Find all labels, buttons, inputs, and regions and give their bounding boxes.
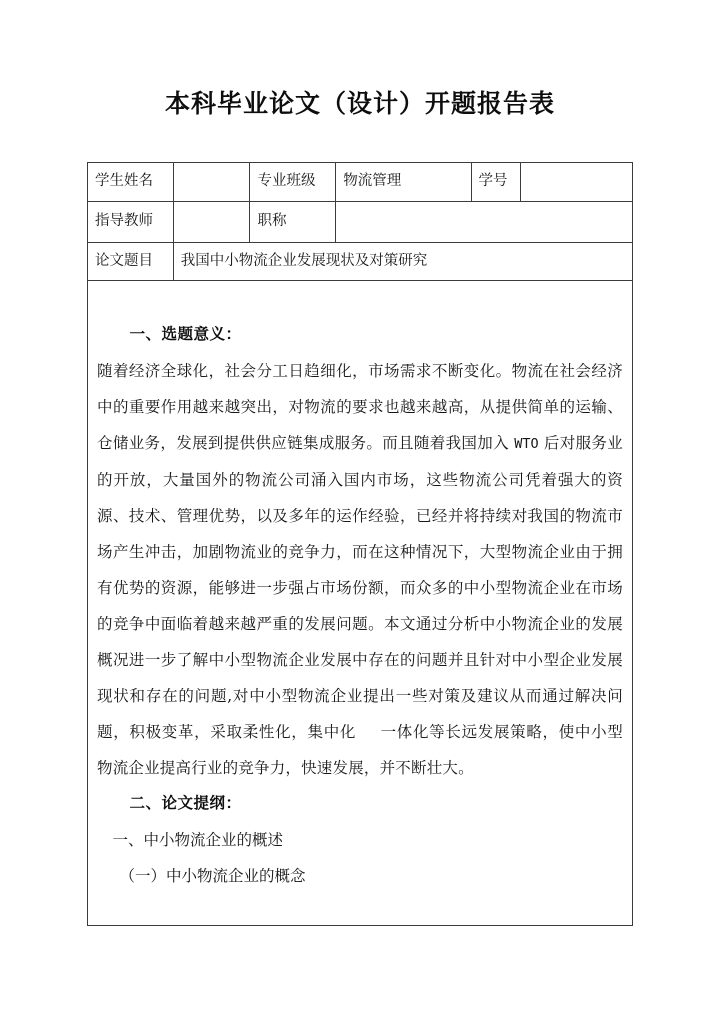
label-advisor: 指导教师: [88, 202, 174, 243]
page-title: 本科毕业论文（设计）开题报告表: [164, 90, 555, 118]
value-major-class[interactable]: 物流管理: [336, 163, 471, 202]
proposal-body: [88, 309, 632, 898]
section-heading-significance: 一、选题意义：: [129, 325, 242, 343]
value-advisor[interactable]: [173, 202, 250, 243]
value-student-name[interactable]: [173, 163, 250, 202]
value-thesis-topic[interactable]: 我国中小物流企业发展现状及对策研究: [173, 243, 632, 281]
proposal-body-cell: [88, 281, 633, 926]
table-row: [88, 163, 633, 202]
label-thesis-topic: 论文题目: [88, 243, 174, 281]
significance-text-latin: WTO: [514, 435, 539, 452]
significance-text-part2: 后对服务业的开放，大量国外的物流公司涌入国内市场，这些物流公司凭着强大的资源、技术、管理优势，以及多年的运作经验，已经并将持续对我国的物流市场产生冲击，加剧物流业的竞争力，而在这种情况下，大型物流企业由于拥有优势的资源，能够进一步强占市场份额，而众多的中小型物流企业在市场的竞争中面临着越来越严重的发展问题。本文通过分析中小物流企业的发展概况进一步了解中小型物流企业发展中存在的问题并且针对中小型企业发展现状和存在的问题,对中小型物流企业提出一些对策及建议从而通过解决问题，积极变革，采取柔性化，集中化: [97, 433, 623, 741]
label-academic-rank: 职称: [250, 202, 336, 243]
outline-item-level1: 一、中小物流企业的概述: [112, 830, 284, 849]
significance-text-part1: 随着经济全球化，社会分工日趋细化，市场需求不断变化。物流在社会经济中的重要作用越来越突出，对物流的要求也越来越高，从提供简单的运输、仓储业务，发展到提供供应链集成服务。而且随着我国加入: [97, 361, 623, 452]
significance-paragraph: [97, 353, 623, 786]
label-student-name: 学生姓名: [88, 163, 174, 202]
outline-item-level2: （一）中小物流企业的概念: [119, 866, 306, 885]
table-row-body: [88, 281, 633, 926]
significance-text-part3: 一体化等长远发展策略，使中小型物流企业提高行业的竞争力，快速发展，并不断壮大。: [97, 722, 623, 777]
section-heading-outline: 二、论文提纲：: [129, 794, 242, 812]
value-academic-rank[interactable]: [336, 202, 633, 243]
label-student-id: 学号: [471, 163, 520, 202]
table-row: [88, 243, 633, 281]
label-major-class: 专业班级: [250, 163, 336, 202]
value-student-id[interactable]: [520, 163, 632, 202]
thesis-proposal-table: [87, 162, 633, 926]
table-row: [88, 202, 633, 243]
